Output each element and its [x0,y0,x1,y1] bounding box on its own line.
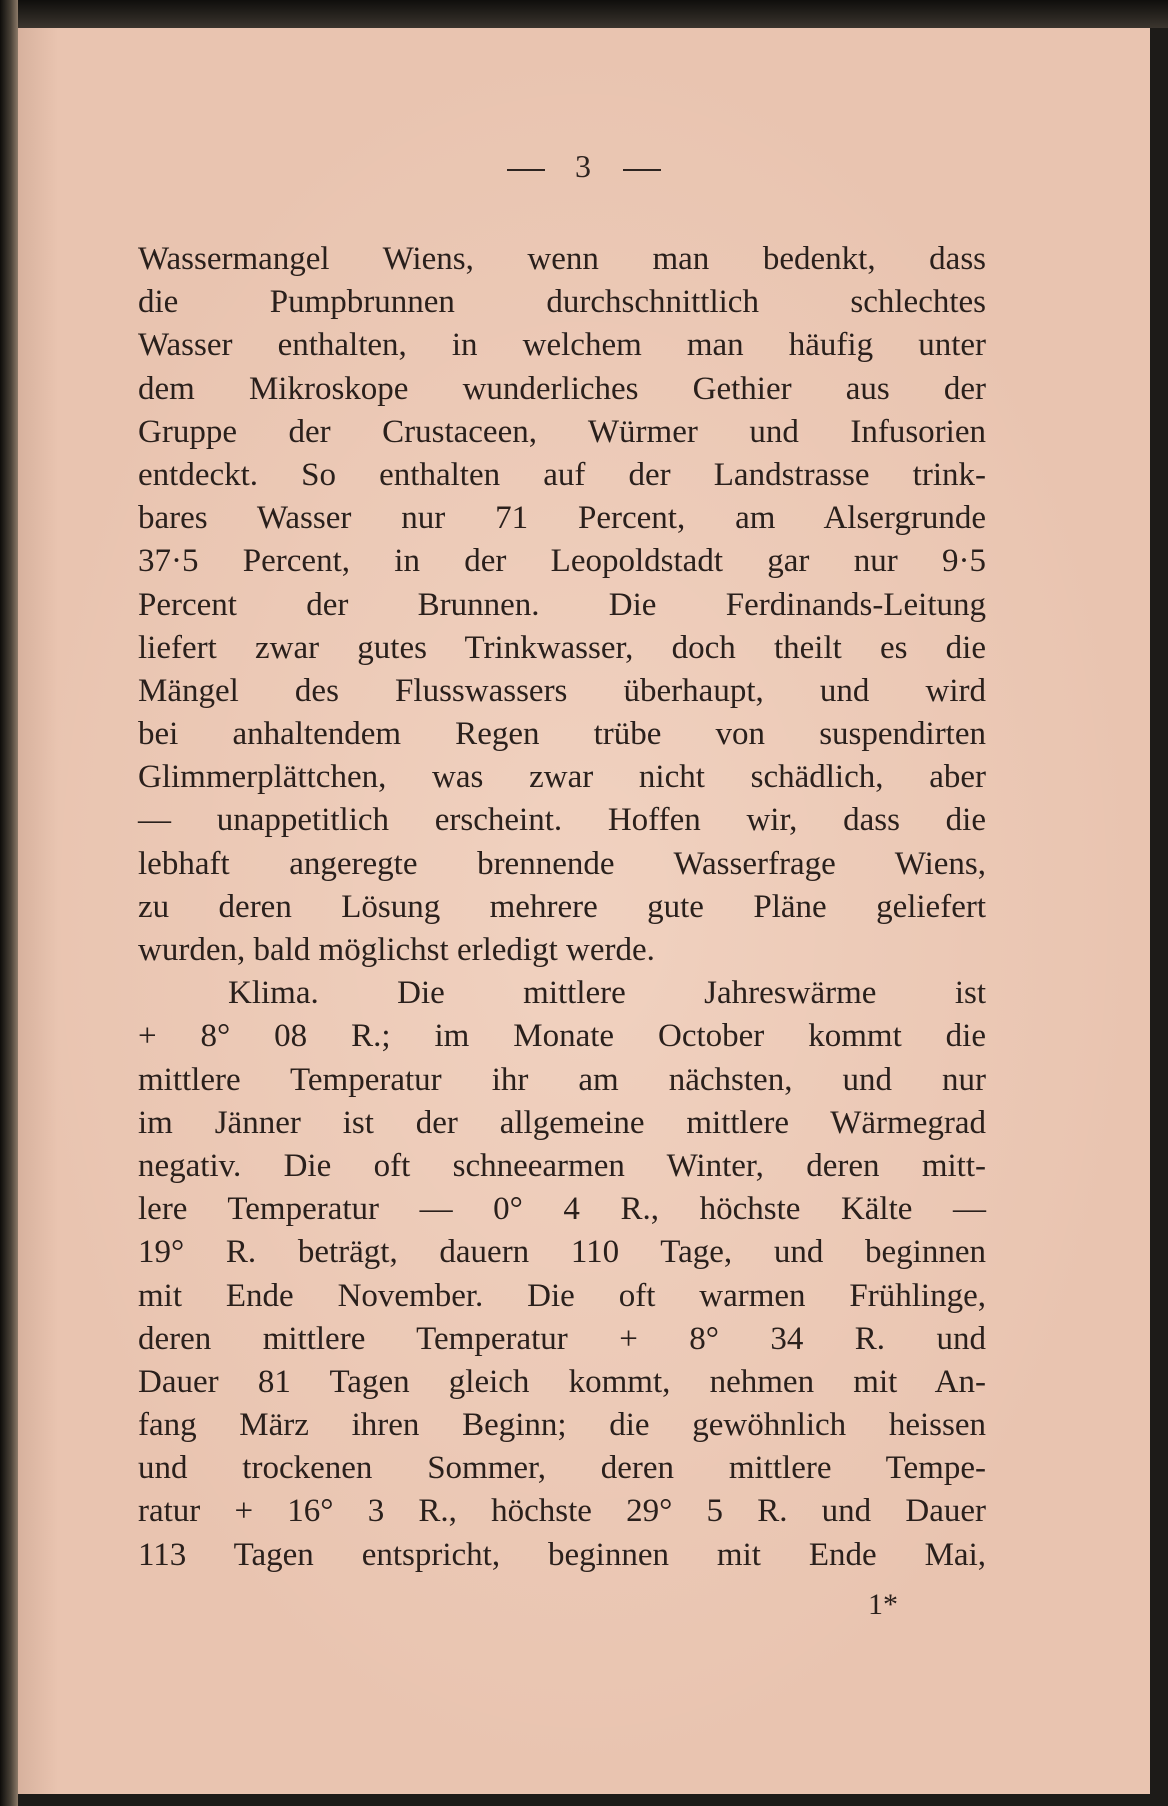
body-text [138,238,986,1577]
printer-signature-mark: 1* [868,1588,898,1621]
book-top-edge [0,0,1168,28]
text-line: Glimmerplättchen, was zwar nicht schädlich, aber [138,759,986,796]
text-line: liefert zwar gutes Trinkwasser, doch theilt es die [138,629,986,666]
text-line: — unappetitlich erscheint. Hoffen wir, dass die [138,802,986,839]
text-line: und trockenen Sommer, deren mittlere Tempe- [138,1450,986,1487]
text-line: Wasser enthalten, in welchem man häufig unter [138,327,986,364]
section-heading-line-klima: Klima. Die mittlere Jahreswärme ist [228,975,986,1012]
page-number-header [18,148,1150,185]
text-line: mittlere Temperatur ihr am nächsten, und nur [138,1061,986,1098]
book-spine-edge [0,0,18,1806]
text-line: im Jänner ist der allgemeine mittlere Wärmegrad [138,1104,986,1141]
text-line: 37·5 Percent, in der Leopoldstadt gar nur 9·5 [138,543,986,580]
text-line: 19° R. beträgt, dauern 110 Tage, und beginnen [138,1234,986,1271]
text-line: Dauer 81 Tagen gleich kommt, nehmen mit An- [138,1363,986,1400]
text-line: bei anhaltendem Regen trübe von suspendirten [138,716,986,753]
text-line: Gruppe der Crustaceen, Würmer und Infusorien [138,413,986,450]
text-line: 113 Tagen entspricht, beginnen mit Ende Mai, [138,1536,986,1573]
text-line: bares Wasser nur 71 Percent, am Alsergrunde [138,500,986,537]
text-line: lere Temperatur — 0° 4 R., höchste Kälte — [138,1191,986,1228]
paragraph-end-line: wurden, bald möglichst erledigt werde. [138,932,655,968]
text-line: negativ. Die oft schneearmen Winter, deren mitt- [138,1147,986,1184]
text-line: dem Mikroskope wunderliches Gethier aus der [138,370,986,407]
folio-dash-right [623,169,661,171]
text-line: ratur + 16° 3 R., höchste 29° 5 R. und Dauer [138,1493,986,1530]
text-line: entdeckt. So enthalten auf der Landstrasse trink- [138,456,986,493]
text-line: + 8° 08 R.; im Monate October kommt die [138,1018,986,1055]
text-line: Percent der Brunnen. Die Ferdinands-Leitung [138,586,986,623]
text-line: zu deren Lösung mehrere gute Pläne geliefert [138,888,986,925]
text-line: Wassermangel Wiens, wenn man bedenkt, dass [138,241,986,277]
text-line: die Pumpbrunnen durchschnittlich schlechtes [138,284,986,321]
page-number: 3 [575,148,593,184]
folio-dash-left [507,169,545,171]
text-line: deren mittlere Temperatur + 8° 34 R. und [138,1320,986,1357]
text-line: lebhaft angeregte brennende Wasserfrage Wiens, [138,845,986,882]
text-line: Mängel des Flusswassers überhaupt, und wird [138,672,986,709]
text-line: fang März ihren Beginn; die gewöhnlich heissen [138,1407,986,1444]
text-line: mit Ende November. Die oft warmen Frühlinge, [138,1277,986,1314]
